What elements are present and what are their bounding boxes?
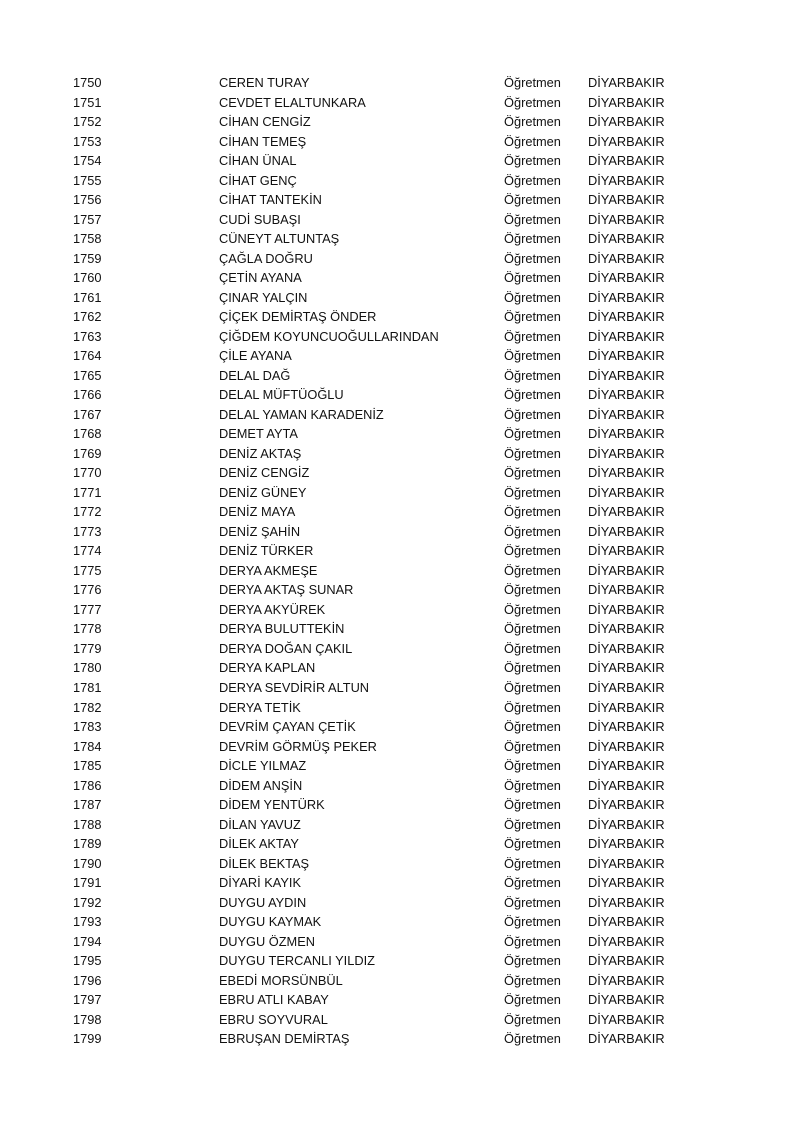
city-cell: DİYARBAKIR — [588, 1011, 665, 1027]
person-name: CEVDET ELALTUNKARA — [219, 94, 366, 110]
teacher-list-table — [0, 73, 800, 1049]
role-cell: Öğretmen — [504, 699, 561, 715]
person-name: EBRUŞAN DEMİRTAŞ — [219, 1031, 350, 1047]
role-cell: Öğretmen — [504, 836, 561, 852]
role-cell: Öğretmen — [504, 133, 561, 149]
row-number: 1784 — [73, 738, 102, 754]
table-row — [0, 268, 800, 288]
person-name: DİLEK BEKTAŞ — [219, 855, 310, 871]
role-cell: Öğretmen — [504, 601, 561, 617]
table-row — [0, 171, 800, 191]
row-number: 1766 — [73, 387, 102, 403]
table-row — [0, 971, 800, 991]
role-cell: Öğretmen — [504, 426, 561, 442]
table-row — [0, 463, 800, 483]
city-cell: DİYARBAKIR — [588, 484, 665, 500]
row-number: 1792 — [73, 894, 102, 910]
role-cell: Öğretmen — [504, 328, 561, 344]
city-cell: DİYARBAKIR — [588, 836, 665, 852]
table-row — [0, 717, 800, 737]
row-number: 1768 — [73, 426, 102, 442]
row-number: 1774 — [73, 543, 102, 559]
city-cell: DİYARBAKIR — [588, 699, 665, 715]
role-cell: Öğretmen — [504, 992, 561, 1008]
person-name: DUYGU AYDIN — [219, 894, 307, 910]
person-name: DENİZ GÜNEY — [219, 484, 307, 500]
role-cell: Öğretmen — [504, 660, 561, 676]
row-number: 1781 — [73, 679, 102, 695]
city-cell: DİYARBAKIR — [588, 445, 665, 461]
city-cell: DİYARBAKIR — [588, 601, 665, 617]
role-cell: Öğretmen — [504, 855, 561, 871]
city-cell: DİYARBAKIR — [588, 250, 665, 266]
person-name: DUYGU KAYMAK — [219, 914, 322, 930]
role-cell: Öğretmen — [504, 914, 561, 930]
role-cell: Öğretmen — [504, 270, 561, 286]
row-number: 1787 — [73, 797, 102, 813]
person-name: CEREN TURAY — [219, 75, 310, 90]
person-name: DİYARİ KAYIK — [219, 875, 302, 891]
table-row — [0, 678, 800, 698]
person-name: DİDEM YENTÜRK — [219, 797, 325, 813]
role-cell: Öğretmen — [504, 504, 561, 520]
row-number: 1775 — [73, 562, 102, 578]
city-cell: DİYARBAKIR — [588, 270, 665, 286]
city-cell: DİYARBAKIR — [588, 94, 665, 110]
role-cell: Öğretmen — [504, 289, 561, 305]
role-cell: Öğretmen — [504, 94, 561, 110]
table-row — [0, 639, 800, 659]
person-name: CİHAN CENGİZ — [219, 114, 311, 130]
person-name: EBRU ATLI KABAY — [219, 992, 329, 1008]
table-row — [0, 600, 800, 620]
table-row — [0, 190, 800, 210]
row-number: 1751 — [73, 94, 102, 110]
person-name: EBEDİ MORSÜNBÜL — [219, 972, 343, 988]
person-name: DERYA AKTAŞ SUNAR — [219, 582, 354, 598]
person-name: ÇİĞDEM KOYUNCUOĞULLARINDAN — [219, 328, 439, 344]
city-cell: DİYARBAKIR — [588, 855, 665, 871]
person-name: DERYA AKYÜREK — [219, 601, 326, 617]
role-cell: Öğretmen — [504, 797, 561, 813]
row-number: 1771 — [73, 484, 102, 500]
table-row — [0, 288, 800, 308]
role-cell: Öğretmen — [504, 153, 561, 169]
table-row — [0, 893, 800, 913]
row-number: 1757 — [73, 211, 102, 227]
row-number: 1796 — [73, 972, 102, 988]
city-cell: DİYARBAKIR — [588, 387, 665, 403]
city-cell: DİYARBAKIR — [588, 367, 665, 383]
city-cell: DİYARBAKIR — [588, 582, 665, 598]
table-row — [0, 541, 800, 561]
person-name: DERYA BULUTTEKİN — [219, 621, 345, 637]
row-number: 1750 — [73, 75, 102, 90]
role-cell: Öğretmen — [504, 114, 561, 130]
city-cell: DİYARBAKIR — [588, 543, 665, 559]
table-row — [0, 619, 800, 639]
table-row — [0, 1010, 800, 1030]
person-name: CÜNEYT ALTUNTAŞ — [219, 231, 340, 247]
person-name: DERYA SEVDİRİR ALTUN — [219, 679, 370, 695]
role-cell: Öğretmen — [504, 972, 561, 988]
table-row — [0, 951, 800, 971]
person-name: DENİZ AKTAŞ — [219, 445, 302, 461]
table-row — [0, 658, 800, 678]
city-cell: DİYARBAKIR — [588, 660, 665, 676]
person-name: ÇINAR YALÇIN — [219, 289, 308, 305]
table-row — [0, 698, 800, 718]
row-number: 1759 — [73, 250, 102, 266]
role-cell: Öğretmen — [504, 387, 561, 403]
city-cell: DİYARBAKIR — [588, 933, 665, 949]
person-name: DUYGU ÖZMEN — [219, 933, 315, 949]
person-name: ÇİÇEK DEMİRTAŞ ÖNDER — [219, 309, 377, 325]
person-name: DERYA KAPLAN — [219, 660, 316, 676]
city-cell: DİYARBAKIR — [588, 153, 665, 169]
table-row — [0, 249, 800, 269]
table-row — [0, 815, 800, 835]
role-cell: Öğretmen — [504, 953, 561, 969]
city-cell: DİYARBAKIR — [588, 192, 665, 208]
row-number: 1790 — [73, 855, 102, 871]
city-cell: DİYARBAKIR — [588, 211, 665, 227]
table-row — [0, 73, 800, 93]
row-number: 1778 — [73, 621, 102, 637]
city-cell: DİYARBAKIR — [588, 289, 665, 305]
row-number: 1788 — [73, 816, 102, 832]
row-number: 1779 — [73, 640, 102, 656]
city-cell: DİYARBAKIR — [588, 75, 665, 90]
table-row — [0, 932, 800, 952]
row-number: 1780 — [73, 660, 102, 676]
role-cell: Öğretmen — [504, 367, 561, 383]
row-number: 1793 — [73, 914, 102, 930]
city-cell: DİYARBAKIR — [588, 972, 665, 988]
table-row — [0, 990, 800, 1010]
city-cell: DİYARBAKIR — [588, 562, 665, 578]
role-cell: Öğretmen — [504, 738, 561, 754]
row-number: 1769 — [73, 445, 102, 461]
row-number: 1795 — [73, 953, 102, 969]
table-row — [0, 327, 800, 347]
row-number: 1758 — [73, 231, 102, 247]
person-name: DİLAN YAVUZ — [219, 816, 301, 832]
table-row — [0, 93, 800, 113]
table-row — [0, 561, 800, 581]
person-name: DENİZ CENGİZ — [219, 465, 310, 481]
city-cell: DİYARBAKIR — [588, 875, 665, 891]
city-cell: DİYARBAKIR — [588, 504, 665, 520]
table-row — [0, 522, 800, 542]
role-cell: Öğretmen — [504, 933, 561, 949]
role-cell: Öğretmen — [504, 211, 561, 227]
city-cell: DİYARBAKIR — [588, 133, 665, 149]
role-cell: Öğretmen — [504, 562, 561, 578]
person-name: DELAL MÜFTÜOĞLU — [219, 387, 344, 403]
table-row — [0, 210, 800, 230]
city-cell: DİYARBAKIR — [588, 914, 665, 930]
city-cell: DİYARBAKIR — [588, 114, 665, 130]
row-number: 1794 — [73, 933, 102, 949]
row-number: 1765 — [73, 367, 102, 383]
row-number: 1755 — [73, 172, 102, 188]
person-name: ÇAĞLA DOĞRU — [219, 250, 313, 266]
row-number: 1799 — [73, 1031, 102, 1047]
row-number: 1762 — [73, 309, 102, 325]
city-cell: DİYARBAKIR — [588, 953, 665, 969]
table-row — [0, 854, 800, 874]
table-row — [0, 151, 800, 171]
table-row — [0, 483, 800, 503]
person-name: CİHAN ÜNAL — [219, 153, 297, 169]
table-row — [0, 444, 800, 464]
role-cell: Öğretmen — [504, 1031, 561, 1047]
role-cell: Öğretmen — [504, 679, 561, 695]
row-number: 1777 — [73, 601, 102, 617]
table-row — [0, 385, 800, 405]
person-name: DENİZ TÜRKER — [219, 543, 314, 559]
person-name: ÇİLE AYANA — [219, 348, 292, 364]
person-name: DELAL DAĞ — [219, 367, 291, 383]
table-row — [0, 424, 800, 444]
role-cell: Öğretmen — [504, 348, 561, 364]
table-row — [0, 912, 800, 932]
person-name: CİHAN TEMEŞ — [219, 133, 307, 149]
role-cell: Öğretmen — [504, 582, 561, 598]
role-cell: Öğretmen — [504, 621, 561, 637]
person-name: CUDİ SUBAŞI — [219, 211, 301, 227]
person-name: CİHAT GENÇ — [219, 172, 297, 188]
city-cell: DİYARBAKIR — [588, 231, 665, 247]
role-cell: Öğretmen — [504, 816, 561, 832]
person-name: DENİZ ŞAHİN — [219, 523, 301, 539]
role-cell: Öğretmen — [504, 777, 561, 793]
table-row — [0, 737, 800, 757]
row-number: 1785 — [73, 758, 102, 774]
role-cell: Öğretmen — [504, 543, 561, 559]
person-name: DELAL YAMAN KARADENİZ — [219, 406, 384, 422]
city-cell: DİYARBAKIR — [588, 777, 665, 793]
city-cell: DİYARBAKIR — [588, 426, 665, 442]
role-cell: Öğretmen — [504, 309, 561, 325]
table-row — [0, 580, 800, 600]
city-cell: DİYARBAKIR — [588, 1031, 665, 1047]
row-number: 1764 — [73, 348, 102, 364]
city-cell: DİYARBAKIR — [588, 640, 665, 656]
city-cell: DİYARBAKIR — [588, 172, 665, 188]
person-name: DEVRİM ÇAYAN ÇETİK — [219, 719, 356, 735]
city-cell: DİYARBAKIR — [588, 758, 665, 774]
row-number: 1770 — [73, 465, 102, 481]
role-cell: Öğretmen — [504, 250, 561, 266]
row-number: 1773 — [73, 523, 102, 539]
city-cell: DİYARBAKIR — [588, 738, 665, 754]
table-row — [0, 873, 800, 893]
person-name: ÇETİN AYANA — [219, 270, 302, 286]
city-cell: DİYARBAKIR — [588, 523, 665, 539]
person-name: DİCLE YILMAZ — [219, 758, 307, 774]
city-cell: DİYARBAKIR — [588, 328, 665, 344]
row-number: 1783 — [73, 719, 102, 735]
role-cell: Öğretmen — [504, 192, 561, 208]
city-cell: DİYARBAKIR — [588, 621, 665, 637]
table-row — [0, 112, 800, 132]
person-name: DİLEK AKTAY — [219, 836, 299, 852]
person-name: CİHAT TANTEKİN — [219, 192, 322, 208]
person-name: DERYA AKMEŞE — [219, 562, 318, 578]
role-cell: Öğretmen — [504, 484, 561, 500]
person-name: DEVRİM GÖRMÜŞ PEKER — [219, 738, 377, 754]
city-cell: DİYARBAKIR — [588, 797, 665, 813]
row-number: 1797 — [73, 992, 102, 1008]
row-number: 1756 — [73, 192, 102, 208]
table-row — [0, 307, 800, 327]
table-row — [0, 502, 800, 522]
city-cell: DİYARBAKIR — [588, 992, 665, 1008]
person-name: DERYA TETİK — [219, 699, 301, 715]
row-number: 1786 — [73, 777, 102, 793]
table-row — [0, 405, 800, 425]
row-number: 1752 — [73, 114, 102, 130]
row-number: 1753 — [73, 133, 102, 149]
role-cell: Öğretmen — [504, 1011, 561, 1027]
table-row — [0, 756, 800, 776]
role-cell: Öğretmen — [504, 406, 561, 422]
row-number: 1776 — [73, 582, 102, 598]
role-cell: Öğretmen — [504, 523, 561, 539]
role-cell: Öğretmen — [504, 719, 561, 735]
role-cell: Öğretmen — [504, 875, 561, 891]
city-cell: DİYARBAKIR — [588, 719, 665, 735]
role-cell: Öğretmen — [504, 75, 561, 90]
city-cell: DİYARBAKIR — [588, 894, 665, 910]
row-number: 1754 — [73, 153, 102, 169]
table-row — [0, 366, 800, 386]
row-number: 1763 — [73, 328, 102, 344]
role-cell: Öğretmen — [504, 758, 561, 774]
table-row — [0, 132, 800, 152]
row-number: 1772 — [73, 504, 102, 520]
row-number: 1761 — [73, 289, 102, 305]
table-row — [0, 795, 800, 815]
role-cell: Öğretmen — [504, 172, 561, 188]
role-cell: Öğretmen — [504, 894, 561, 910]
city-cell: DİYARBAKIR — [588, 465, 665, 481]
person-name: DENİZ MAYA — [219, 504, 296, 520]
role-cell: Öğretmen — [504, 465, 561, 481]
table-row — [0, 229, 800, 249]
role-cell: Öğretmen — [504, 231, 561, 247]
city-cell: DİYARBAKIR — [588, 816, 665, 832]
city-cell: DİYARBAKIR — [588, 406, 665, 422]
row-number: 1782 — [73, 699, 102, 715]
person-name: EBRU SOYVURAL — [219, 1011, 328, 1027]
row-number: 1791 — [73, 875, 102, 891]
row-number: 1767 — [73, 406, 102, 422]
table-row — [0, 834, 800, 854]
person-name: DUYGU TERCANLI YILDIZ — [219, 953, 375, 969]
person-name: DERYA DOĞAN ÇAKIL — [219, 640, 353, 656]
person-name: DİDEM ANŞİN — [219, 777, 303, 793]
table-row — [0, 776, 800, 796]
row-number: 1789 — [73, 836, 102, 852]
role-cell: Öğretmen — [504, 640, 561, 656]
city-cell: DİYARBAKIR — [588, 309, 665, 325]
row-number: 1760 — [73, 270, 102, 286]
table-row — [0, 346, 800, 366]
city-cell: DİYARBAKIR — [588, 348, 665, 364]
role-cell: Öğretmen — [504, 445, 561, 461]
person-name: DEMET AYTA — [219, 426, 298, 442]
row-number: 1798 — [73, 1011, 102, 1027]
city-cell: DİYARBAKIR — [588, 679, 665, 695]
table-row — [0, 1029, 800, 1049]
